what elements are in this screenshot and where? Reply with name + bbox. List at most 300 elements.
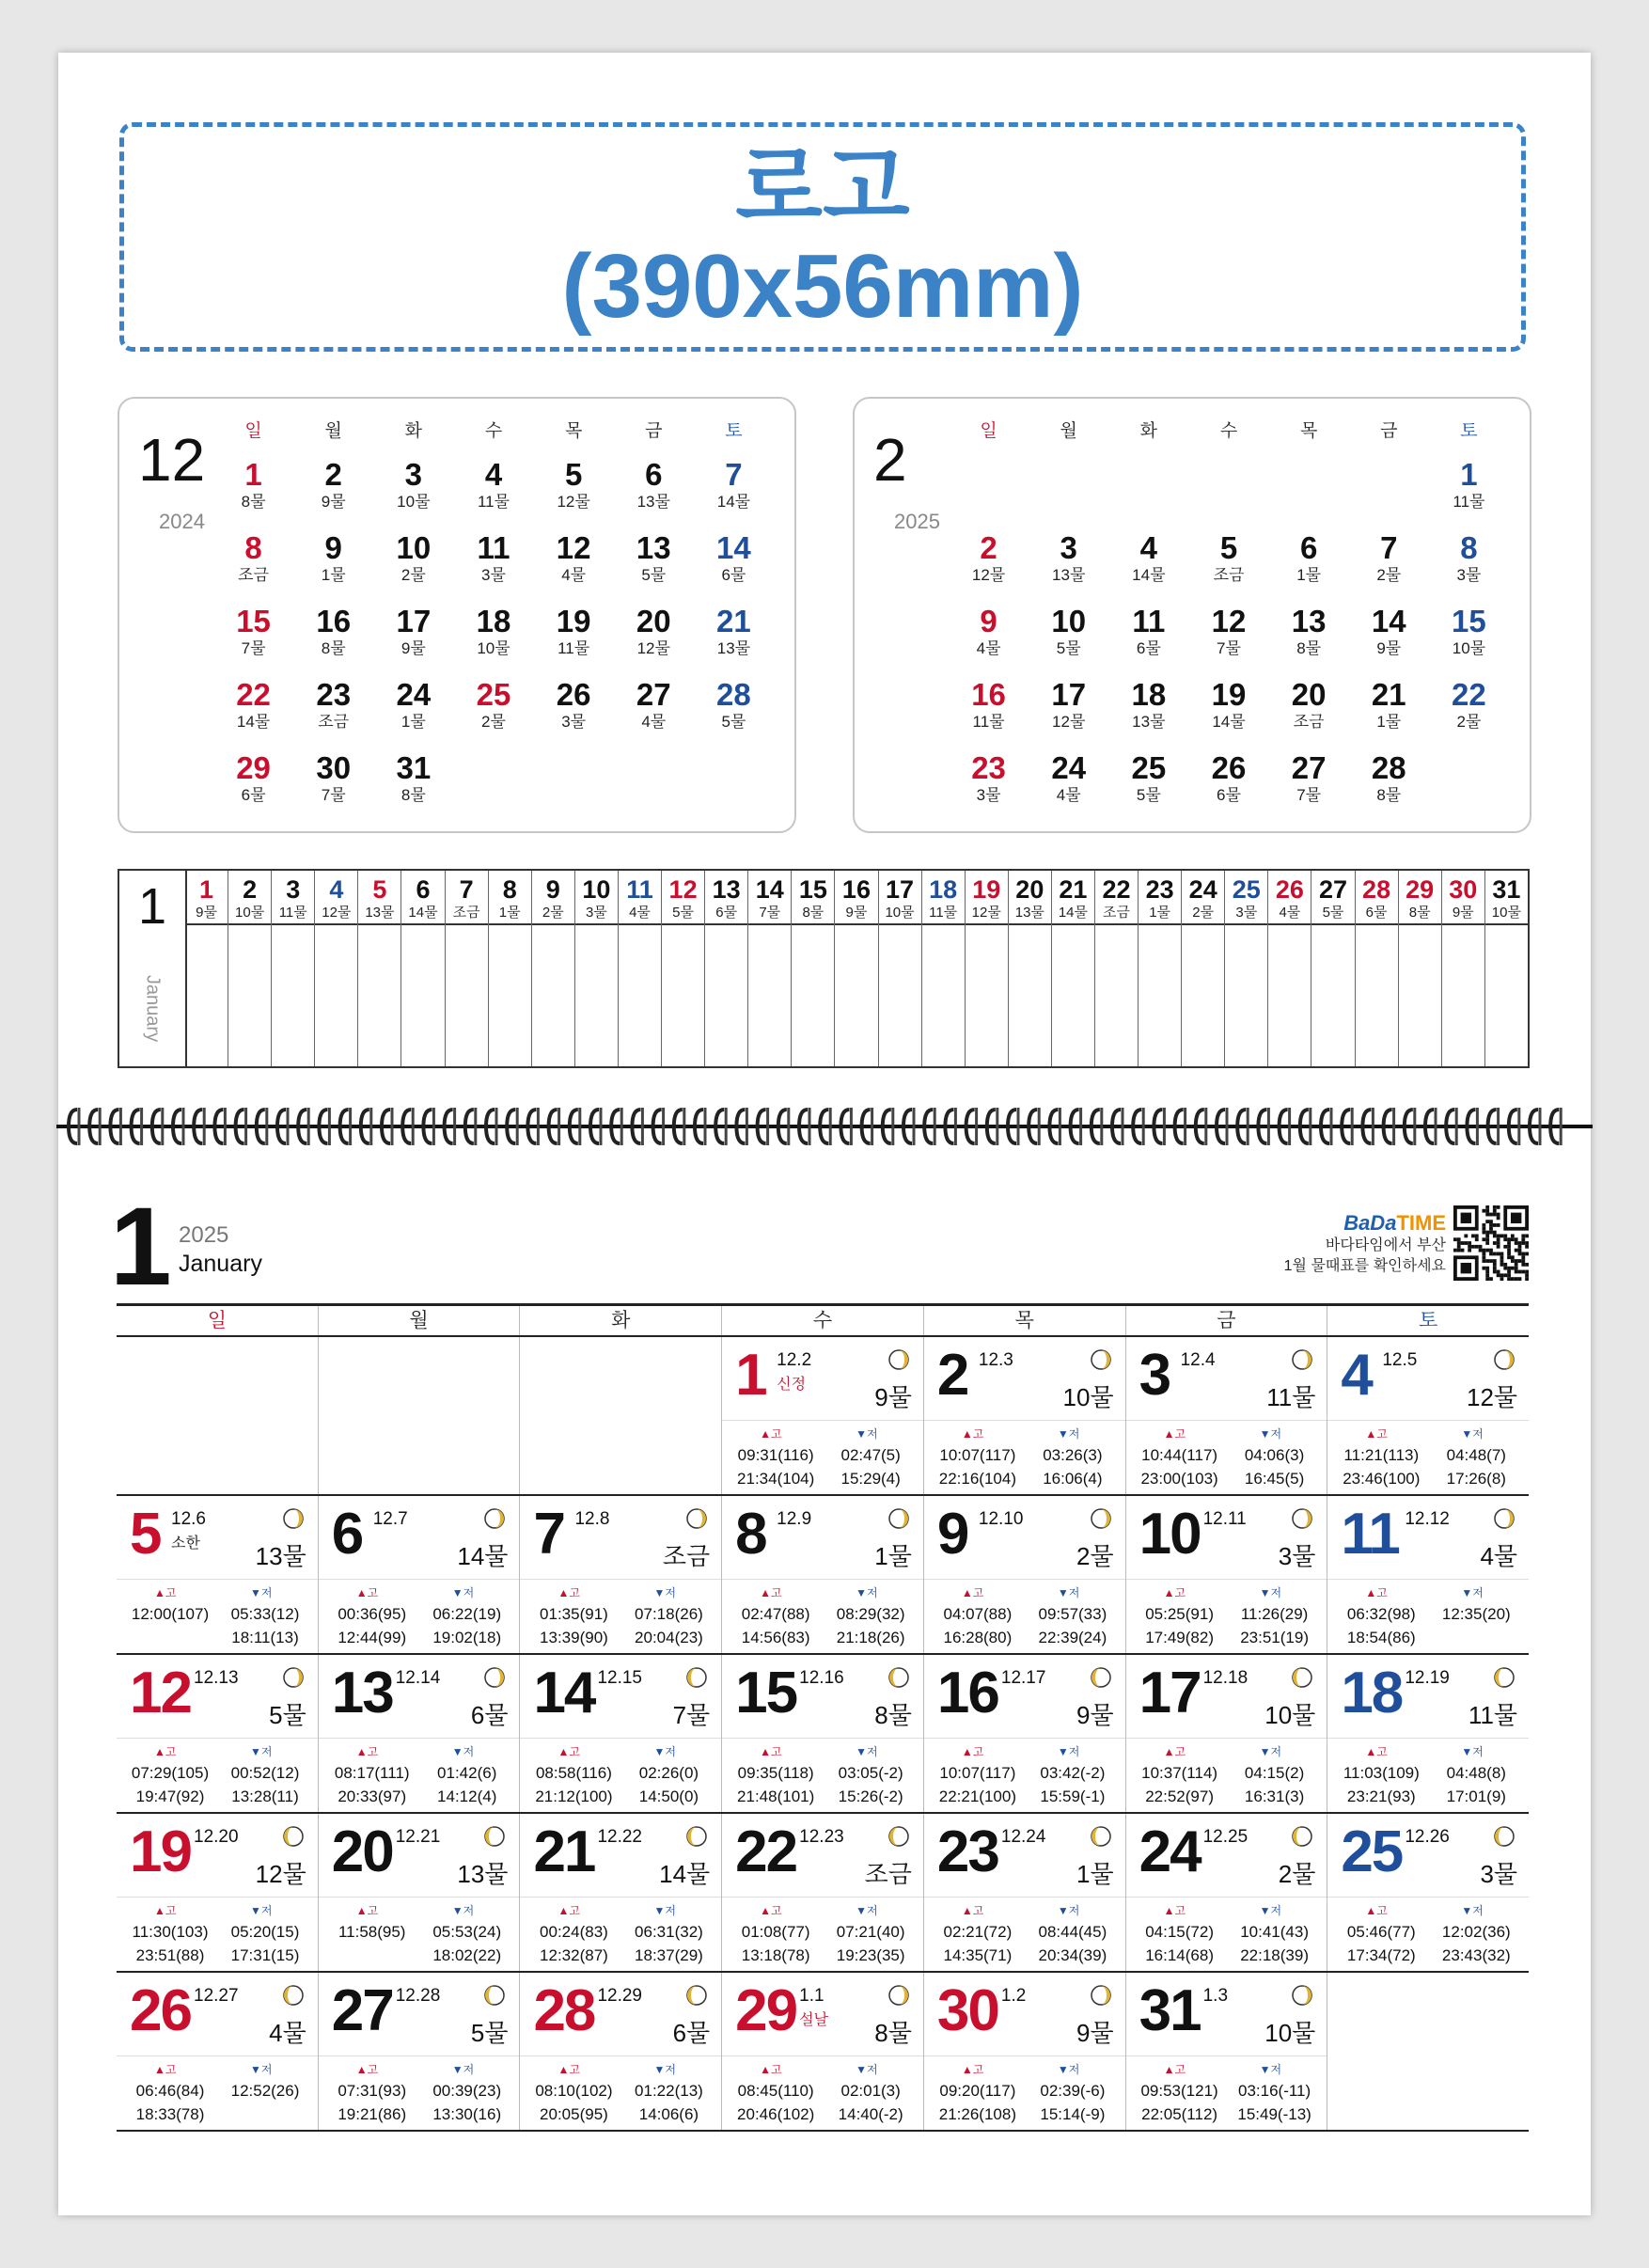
day-cell[interactable]: [520, 1655, 722, 1812]
strip-day-header: [1311, 871, 1354, 925]
day-number: 5: [130, 1502, 161, 1567]
mini-day: [949, 527, 1029, 600]
strip-tide-label: 9물: [1452, 905, 1474, 921]
mini-tide-label: 2물: [1376, 566, 1402, 584]
moon-phase-icon: [887, 1507, 910, 1530]
divider: [520, 1579, 721, 1580]
strip-day-column[interactable]: [1311, 871, 1355, 1066]
mini-day-number: 5: [1219, 530, 1238, 565]
divider: [1126, 1897, 1327, 1898]
mini-tide-label: 10물: [1452, 639, 1486, 657]
lunar-date: 12.4: [1180, 1350, 1216, 1370]
strip-day-number: 1: [199, 875, 214, 904]
mini-day-number: 22: [236, 677, 271, 712]
high-tide-time: 12:32(87): [540, 1946, 608, 1964]
high-tide-text: ▲고: [1163, 2063, 1186, 2076]
strip-day-number: 22: [1102, 875, 1131, 904]
divider: [722, 2055, 923, 2056]
mini-grid: [949, 410, 1509, 820]
lunar-date: 12.20: [194, 1827, 239, 1847]
day-cell[interactable]: [1327, 1814, 1529, 1971]
weekday-header: [117, 1303, 1529, 1337]
strip-day-column[interactable]: [1399, 871, 1442, 1066]
high-tide-time: 04:07(88): [943, 1605, 1013, 1623]
mini-weekday-label: 수: [484, 421, 503, 441]
strip-day-number: 31: [1492, 875, 1521, 904]
strip-day-header: [532, 871, 574, 925]
tide-stage: 8물: [874, 2019, 912, 2047]
mini-day: [1108, 600, 1188, 673]
low-tide-time: 05:20(15): [230, 1923, 300, 1941]
day-cell[interactable]: [117, 1814, 319, 1971]
mini-month-number: 2: [873, 426, 907, 494]
mini-day: [1108, 453, 1188, 527]
strip-day-column[interactable]: [1442, 871, 1485, 1066]
strip-day-number: 20: [1015, 875, 1044, 904]
high-tide-time: 09:31(116): [737, 1446, 814, 1464]
mini-day: [1188, 747, 1268, 820]
strip-day-column[interactable]: [879, 871, 922, 1066]
mini-year: 2025: [894, 510, 940, 533]
brand-logo: [1233, 1211, 1446, 1236]
high-tide-text: ▲고: [1365, 1745, 1388, 1758]
day-cell[interactable]: [117, 1973, 319, 2130]
strip-tide-label: 9물: [196, 905, 217, 921]
high-tide-label: [1365, 1902, 1387, 1918]
day-cell[interactable]: [924, 1337, 1126, 1494]
weekday-label: 목: [924, 1306, 1126, 1335]
mini-day-number: 4: [484, 457, 503, 492]
mini-day: [1029, 453, 1108, 527]
day-cell[interactable]: [117, 1496, 319, 1653]
day-cell[interactable]: [1327, 1655, 1529, 1812]
low-tide-text: ▼저: [653, 1904, 676, 1917]
day-cell[interactable]: [924, 1973, 1126, 2130]
mini-day-number: 28: [716, 677, 751, 712]
low-tide-time: 19:02(18): [432, 1629, 502, 1646]
brand-line-1: 바다타임에서 부산: [1325, 1237, 1446, 1253]
moon-phase-icon: [887, 1825, 910, 1848]
strip-day-column[interactable]: [185, 871, 228, 1066]
strip-day-column[interactable]: [358, 871, 401, 1066]
mini-day: [534, 600, 614, 673]
low-tide-text: ▼저: [250, 1745, 273, 1758]
high-tide-label: [1365, 1743, 1387, 1759]
high-tide-text: ▲고: [1163, 1745, 1186, 1758]
day-cell[interactable]: [722, 1337, 924, 1494]
low-tide-time: 22:18(39): [1240, 1946, 1309, 1964]
strip-day-header: [358, 871, 400, 925]
mini-day-number: 24: [396, 677, 432, 712]
strip-day-header: [1139, 871, 1181, 925]
low-tide-time: 23:43(32): [1441, 1946, 1511, 1964]
week-row: [117, 1496, 1529, 1655]
low-tide-time: 12:35(20): [1441, 1605, 1511, 1623]
strip-day-number: 23: [1145, 875, 1174, 904]
low-tide-time: 08:44(45): [1038, 1923, 1107, 1941]
weekday-label: 월: [319, 1306, 521, 1335]
high-tide-time: 11:58(95): [338, 1923, 406, 1941]
mini-day-number: [1269, 453, 1349, 457]
divider: [520, 1738, 721, 1739]
strip-day-column[interactable]: [1095, 871, 1139, 1066]
lunar-date: 12.22: [597, 1827, 642, 1847]
day-cell[interactable]: [319, 1973, 521, 2130]
strip-day-column[interactable]: [966, 871, 1009, 1066]
high-tide-label: [962, 1425, 983, 1441]
day-cell[interactable]: [319, 1814, 521, 1971]
mini-day: [293, 527, 373, 600]
high-tide-text: ▲고: [558, 1586, 580, 1599]
high-tide-time: 12:44(99): [338, 1629, 407, 1646]
mini-day-number: 3: [1060, 530, 1077, 565]
tide-stage: 9물: [874, 1383, 912, 1411]
mini-day: [1349, 600, 1429, 673]
mini-tide-label: 5물: [1136, 786, 1161, 804]
low-tide-text: ▼저: [856, 1904, 878, 1917]
low-tide-label: [452, 1902, 474, 1918]
mini-tide-label: 3물: [481, 566, 506, 584]
mini-day: [453, 600, 533, 673]
day-cell[interactable]: [1327, 1496, 1529, 1653]
high-tide-time: 22:16(104): [938, 1470, 1016, 1488]
strip-tide-label: 10물: [1491, 905, 1521, 921]
mini-tide-label: 6물: [721, 566, 746, 584]
day-cell[interactable]: [520, 1814, 722, 1971]
mini-tide-label: 14물: [1212, 713, 1246, 731]
mini-tide-label: 14물: [236, 713, 271, 731]
mini-tide-label: 4물: [641, 713, 667, 731]
low-tide-time: 05:33(12): [230, 1605, 300, 1623]
day-number: 28: [533, 1978, 595, 2043]
mini-day: [293, 747, 373, 820]
strip-day-column[interactable]: [315, 871, 358, 1066]
lunar-date: 12.5: [1382, 1350, 1418, 1370]
strip-day-header: [1052, 871, 1094, 925]
day-cell[interactable]: [722, 1655, 924, 1812]
mini-day: [949, 453, 1029, 527]
low-tide-time: 18:11(13): [231, 1629, 299, 1646]
day-cell[interactable]: [1126, 1496, 1328, 1653]
day-cell[interactable]: [924, 1655, 1126, 1812]
low-tide-time: 02:01(3): [840, 2082, 901, 2100]
mini-tide-label: 4물: [561, 566, 587, 584]
mini-tide-label: 9물: [321, 493, 346, 511]
day-number: 8: [735, 1502, 766, 1567]
day-cell[interactable]: [520, 1496, 722, 1653]
tide-stage: 13물: [457, 1860, 509, 1888]
weekday-label: 일: [117, 1306, 319, 1335]
strip-day-header: [489, 871, 531, 925]
low-tide-time: 03:26(3): [1043, 1446, 1103, 1464]
mini-day: [534, 673, 614, 747]
strip-tide-label: 5물: [1322, 905, 1344, 921]
strip-day-column[interactable]: [662, 871, 705, 1066]
low-tide-label: [1058, 1425, 1079, 1441]
high-tide-label: [962, 1902, 983, 1918]
lunar-date: 12.15: [597, 1668, 642, 1688]
low-tide-time: 08:29(32): [836, 1605, 905, 1623]
moon-phase-icon: [483, 1984, 506, 2007]
mini-day-number: 26: [556, 677, 591, 712]
lunar-date: 12.26: [1405, 1827, 1450, 1847]
high-tide-text: ▲고: [961, 1904, 984, 1917]
lunar-date: 12.29: [597, 1986, 642, 2006]
lunar-date: 1.2: [1000, 1986, 1027, 2006]
high-tide-time: 00:36(95): [338, 1605, 407, 1623]
strip-day-column[interactable]: [1268, 871, 1311, 1066]
moon-phase-icon: [685, 1984, 708, 2007]
strip-day-column[interactable]: [1485, 871, 1528, 1066]
low-tide-text: ▼저: [451, 1904, 475, 1917]
low-tide-time: 12:02(36): [1441, 1923, 1511, 1941]
mini-day: [213, 747, 293, 820]
low-tide-text: ▼저: [1461, 1427, 1484, 1441]
high-tide-time: 08:45(110): [737, 2082, 814, 2100]
mini-day-number: 22: [1452, 677, 1486, 712]
day-number: 25: [1341, 1819, 1403, 1884]
divider: [520, 1897, 721, 1898]
day-cell[interactable]: [319, 1655, 521, 1812]
low-tide-time: 20:04(23): [635, 1629, 703, 1646]
strip-day-number: 9: [545, 875, 560, 904]
strip-day-header: [619, 871, 661, 925]
high-tide-text: ▲고: [760, 1904, 782, 1917]
tide-stage: 7물: [672, 1701, 711, 1729]
high-tide-text: ▲고: [355, 2063, 379, 2076]
high-tide-time: 14:56(83): [741, 1629, 810, 1646]
strip-day-number: 12: [668, 875, 698, 904]
strip-day-column[interactable]: [835, 871, 878, 1066]
lunar-date: 12.17: [1000, 1668, 1046, 1688]
strip-tide-label: 14물: [1058, 905, 1089, 921]
low-tide-label: [856, 1902, 877, 1918]
day-cell[interactable]: [1126, 1337, 1328, 1494]
mini-day: [1269, 453, 1349, 527]
mini-calendar-december: [118, 397, 796, 833]
mini-tide-label: 13물: [636, 493, 670, 511]
strip-day-column[interactable]: [619, 871, 662, 1066]
lunar-date: 12.13: [194, 1668, 239, 1688]
high-tide-text: ▲고: [154, 1745, 177, 1758]
strip-day-column[interactable]: [1225, 871, 1268, 1066]
lunar-date: 12.21: [395, 1827, 441, 1847]
tide-stage: 6물: [470, 1701, 509, 1729]
mini-day-number: 21: [1371, 677, 1406, 712]
day-number: 17: [1139, 1661, 1201, 1725]
high-tide-time: 18:33(78): [135, 2105, 205, 2123]
moon-phase-icon: [1090, 1348, 1112, 1371]
mini-day-number: 18: [1131, 677, 1167, 712]
day-cell[interactable]: [319, 1496, 521, 1653]
lunar-date: 12.18: [1202, 1668, 1249, 1688]
day-cell[interactable]: [722, 1973, 924, 2130]
strip-day-column[interactable]: [401, 871, 445, 1066]
low-tide-time: 06:22(19): [432, 1605, 502, 1623]
low-tide-label: [1260, 2061, 1281, 2077]
strip-day-column[interactable]: [228, 871, 272, 1066]
high-tide-text: ▲고: [355, 1745, 379, 1758]
strip-day-column[interactable]: [1052, 871, 1095, 1066]
high-tide-label: [1164, 1902, 1186, 1918]
day-cell[interactable]: [1327, 1337, 1529, 1494]
day-cell[interactable]: [1126, 1973, 1328, 2130]
strip-day-column[interactable]: [1356, 871, 1399, 1066]
strip-day-column[interactable]: [272, 871, 315, 1066]
day-cell[interactable]: [924, 1814, 1126, 1971]
day-number: 18: [1341, 1661, 1403, 1725]
divider: [319, 1738, 520, 1739]
mini-day-number: 14: [716, 530, 751, 565]
tide-stage: 4물: [1480, 1542, 1518, 1570]
strip-day-header: [1009, 871, 1051, 925]
mini-day-number: 25: [1131, 750, 1167, 785]
divider: [1327, 1579, 1529, 1580]
mini-week-row: [949, 453, 1509, 527]
divider: [1126, 1738, 1327, 1739]
mini-day-number: 6: [1299, 530, 1318, 565]
lunar-date: 1.1: [799, 1986, 824, 2006]
strip-day-column[interactable]: [446, 871, 489, 1066]
mini-tide-label: 8물: [400, 786, 426, 804]
day-number: 19: [130, 1819, 191, 1884]
week-row: [117, 1814, 1529, 1973]
mini-day: [1108, 673, 1188, 747]
mini-tide-label: 5물: [641, 566, 667, 584]
mini-day: [453, 453, 533, 527]
low-tide-label: [1058, 1902, 1079, 1918]
day-cell[interactable]: [722, 1814, 924, 1971]
moon-phase-icon: [483, 1666, 506, 1689]
day-cell[interactable]: [520, 1973, 722, 2130]
mini-day: [1188, 673, 1268, 747]
day-number: 4: [1341, 1343, 1372, 1408]
high-tide-text: ▲고: [1163, 1586, 1186, 1599]
tide-stage: 14물: [659, 1860, 711, 1888]
low-tide-time: 13:28(11): [231, 1788, 299, 1805]
high-tide-time: 22:52(97): [1145, 1788, 1214, 1805]
low-tide-label: [1058, 1743, 1079, 1759]
high-tide-time: 05:25(91): [1145, 1605, 1214, 1623]
high-tide-text: ▲고: [1163, 1427, 1186, 1441]
high-tide-time: 21:48(101): [737, 1788, 815, 1805]
low-tide-label: [653, 2061, 675, 2077]
low-tide-label: [250, 2061, 272, 2077]
strip-day-column[interactable]: [1139, 871, 1182, 1066]
lunar-date: 12.11: [1202, 1509, 1247, 1529]
low-tide-time: 07:21(40): [836, 1923, 905, 1941]
day-cell[interactable]: [722, 1496, 924, 1653]
low-tide-label: [1058, 1584, 1079, 1600]
strip-day-column[interactable]: [705, 871, 748, 1066]
mini-day-number: 20: [636, 604, 671, 638]
day-cell[interactable]: [1126, 1814, 1328, 1971]
mini-tide-label: 9물: [400, 639, 426, 657]
high-tide-time: 10:07(117): [939, 1764, 1016, 1782]
mini-day-number: 8: [244, 530, 262, 565]
day-cell[interactable]: [117, 1655, 319, 1812]
lunar-date: 12.19: [1405, 1668, 1450, 1688]
tide-stage: 11물: [1266, 1383, 1316, 1411]
mini-tide-label: 2물: [400, 566, 426, 584]
day-number: 29: [735, 1978, 797, 2043]
strip-day-column[interactable]: [1182, 871, 1225, 1066]
strip-day-column[interactable]: [792, 871, 835, 1066]
strip-day-column[interactable]: [1009, 871, 1052, 1066]
high-tide-time: 09:20(117): [939, 2082, 1016, 2100]
mini-day-number: 25: [476, 677, 511, 712]
moon-phase-icon: [1291, 1507, 1313, 1530]
mini-day: [293, 600, 373, 673]
qr-code-icon[interactable]: [1453, 1205, 1529, 1281]
low-tide-time: 18:37(29): [635, 1946, 703, 1964]
strip-day-column[interactable]: [575, 871, 619, 1066]
strip-day-number: 29: [1406, 875, 1435, 904]
low-tide-time: 23:51(19): [1240, 1629, 1309, 1646]
low-tide-text: ▼저: [1259, 2063, 1282, 2076]
low-tide-time: 17:26(8): [1446, 1470, 1506, 1488]
mini-tide-label: 3물: [561, 713, 587, 731]
strip-day-column[interactable]: [532, 871, 575, 1066]
mini-day-number: 28: [1371, 750, 1406, 785]
mini-day-number: [1029, 453, 1108, 457]
strip-day-number: 3: [286, 875, 301, 904]
mini-day: [373, 453, 453, 527]
strip-day-number: 16: [841, 875, 871, 904]
mini-tide-label: 3물: [1456, 566, 1482, 584]
strip-tide-label: 8물: [1408, 905, 1431, 921]
divider: [1126, 1579, 1327, 1580]
main-month-number: 1: [110, 1185, 172, 1309]
strip-day-column[interactable]: [489, 871, 532, 1066]
low-tide-text: ▼저: [451, 2063, 475, 2076]
high-tide-time: 22:05(112): [1141, 2105, 1218, 2123]
low-tide-time: 14:40(-2): [838, 2105, 903, 2123]
strip-day-number: 24: [1188, 875, 1217, 904]
high-tide-time: 07:29(105): [131, 1764, 210, 1782]
strip-day-column[interactable]: [748, 871, 792, 1066]
mini-week-row: [949, 747, 1509, 820]
high-tide-label: [558, 1584, 579, 1600]
low-tide-text: ▼저: [1057, 1745, 1080, 1758]
tide-stage: 2물: [1076, 1542, 1114, 1570]
high-tide-text: ▲고: [760, 2063, 782, 2076]
low-tide-label: [1260, 1584, 1281, 1600]
lunar-date: 12.14: [395, 1668, 441, 1688]
mini-day: [373, 747, 453, 820]
strip-day-column[interactable]: [922, 871, 966, 1066]
low-tide-label: [653, 1902, 675, 1918]
mini-tide-label: 조금: [318, 713, 350, 731]
day-cell[interactable]: [924, 1496, 1126, 1653]
high-tide-time: 08:17(111): [334, 1764, 410, 1782]
mini-day-number: 2: [980, 530, 997, 565]
strip-day-header: [792, 871, 834, 925]
moon-phase-icon: [282, 1984, 305, 2007]
day-cell[interactable]: [1126, 1655, 1328, 1812]
mini-tide-label: 조금: [238, 566, 269, 584]
strip-day-header: [1485, 871, 1528, 925]
strip-tide-label: 13물: [1014, 905, 1044, 921]
divider: [1126, 1420, 1327, 1421]
high-tide-time: 01:35(91): [540, 1605, 608, 1623]
low-tide-time: 04:48(7): [1446, 1446, 1506, 1464]
high-tide-label: [356, 1584, 378, 1600]
strip-day-header: [185, 871, 228, 925]
mini-tide-label: 4물: [1056, 786, 1081, 804]
strip-day-number: 7: [459, 875, 474, 904]
mini-day-number: 9: [980, 604, 997, 638]
